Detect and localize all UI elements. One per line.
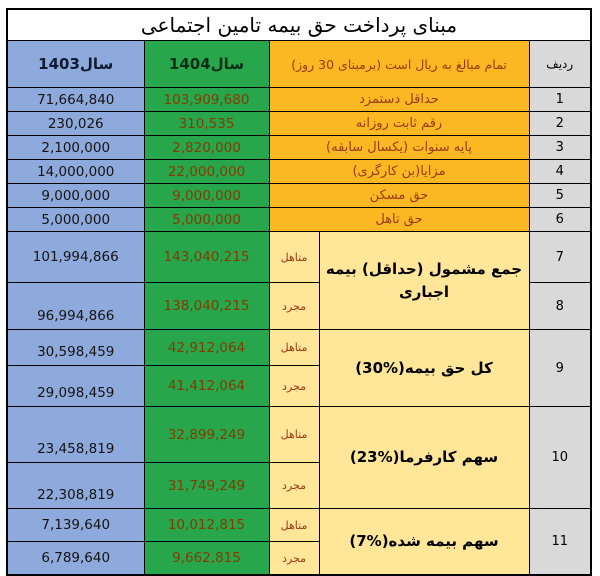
row-number-cell: 6 xyxy=(529,208,591,232)
table-row xyxy=(7,160,591,184)
description-cell: حق تاهل xyxy=(269,208,529,232)
value-1403-cell: 101,994,866 xyxy=(7,232,144,283)
marital-status-cell: مجرد xyxy=(269,366,319,407)
value-1403-cell: 5,000,000 xyxy=(7,208,144,232)
value-1403-cell: 6,789,640 xyxy=(7,542,144,576)
table-row xyxy=(7,88,591,112)
value-1404-cell: 9,000,000 xyxy=(144,184,269,208)
value-1403-cell: 29,098,459 xyxy=(7,366,144,407)
value-1403-cell: 23,458,819 xyxy=(7,407,144,463)
value-1403-cell: 7,139,640 xyxy=(7,509,144,542)
value-1404-cell: 138,040,215 xyxy=(144,283,269,330)
table-row xyxy=(7,184,591,208)
row-number-cell: 8 xyxy=(529,283,591,330)
value-1404-cell: 143,040,215 xyxy=(144,232,269,283)
description-cell: سهم کارفرما(%23) xyxy=(319,407,529,509)
value-1404-cell: 32,899,249 xyxy=(144,407,269,463)
value-1403-cell: 2,100,000 xyxy=(7,136,144,160)
table-row xyxy=(7,136,591,160)
marital-status-cell: متاهل xyxy=(269,330,319,366)
row-number-cell: 2 xyxy=(529,112,591,136)
marital-status-cell: مجرد xyxy=(269,463,319,509)
row-number-cell: 9 xyxy=(529,330,591,407)
value-1403-cell: 14,000,000 xyxy=(7,160,144,184)
table-row xyxy=(7,208,591,232)
table-row xyxy=(7,509,591,542)
description-cell: کل حق بیمه(%30) xyxy=(319,330,529,407)
marital-status-cell: مجرد xyxy=(269,542,319,576)
description-cell: رقم ثابت روزانه xyxy=(269,112,529,136)
value-1404-cell: 31,749,249 xyxy=(144,463,269,509)
value-1404-cell: 103,909,680 xyxy=(144,88,269,112)
row-number-cell: 1 xyxy=(529,88,591,112)
row-number-cell: 10 xyxy=(529,407,591,509)
value-1403-cell: 96,994,866 xyxy=(7,283,144,330)
value-1404-cell: 2,820,000 xyxy=(144,136,269,160)
row-number-cell: 5 xyxy=(529,184,591,208)
value-1403-cell: 9,000,000 xyxy=(7,184,144,208)
row-number-cell: 7 xyxy=(529,232,591,283)
value-1403-cell: 22,308,819 xyxy=(7,463,144,509)
description-cell: جمع مشمول (حداقل) بیمه اجباری xyxy=(319,232,529,330)
insurance-premium-table xyxy=(6,8,592,576)
page-title: مبنای پرداخت حق بیمه تامین اجتماعی xyxy=(7,9,591,41)
description-cell: سهم بیمه شده(%7) xyxy=(319,509,529,576)
header-description: تمام مبالغ به ریال است (برمبنای 30 روز) xyxy=(269,41,529,88)
description-cell: مزایا(بن کارگری) xyxy=(269,160,529,184)
title-row xyxy=(7,9,591,41)
row-number-cell: 4 xyxy=(529,160,591,184)
value-1404-cell: 22,000,000 xyxy=(144,160,269,184)
table-row xyxy=(7,407,591,463)
description-cell: پایه سنوات (یکسال سابقه) xyxy=(269,136,529,160)
value-1403-cell: 30,598,459 xyxy=(7,330,144,366)
value-1404-cell: 41,412,064 xyxy=(144,366,269,407)
value-1403-cell: 230,026 xyxy=(7,112,144,136)
row-number-cell: 11 xyxy=(529,509,591,576)
value-1404-cell: 10,012,815 xyxy=(144,509,269,542)
value-1404-cell: 42,912,064 xyxy=(144,330,269,366)
header-row xyxy=(7,41,591,88)
description-cell: حداقل دستمزد xyxy=(269,88,529,112)
marital-status-cell: متاهل xyxy=(269,407,319,463)
marital-status-cell: متاهل xyxy=(269,509,319,542)
header-row-number: ردیف xyxy=(529,41,591,88)
table-row xyxy=(7,232,591,283)
header-year-1403: سال1403 xyxy=(7,41,144,88)
value-1404-cell: 310,535 xyxy=(144,112,269,136)
header-year-1404: سال1404 xyxy=(144,41,269,88)
row-number-cell: 3 xyxy=(529,136,591,160)
marital-status-cell: مجرد xyxy=(269,283,319,330)
marital-status-cell: متاهل xyxy=(269,232,319,283)
value-1404-cell: 9,662,815 xyxy=(144,542,269,576)
table-row xyxy=(7,330,591,366)
value-1404-cell: 5,000,000 xyxy=(144,208,269,232)
table-row xyxy=(7,112,591,136)
description-cell: حق مسکن xyxy=(269,184,529,208)
value-1403-cell: 71,664,840 xyxy=(7,88,144,112)
